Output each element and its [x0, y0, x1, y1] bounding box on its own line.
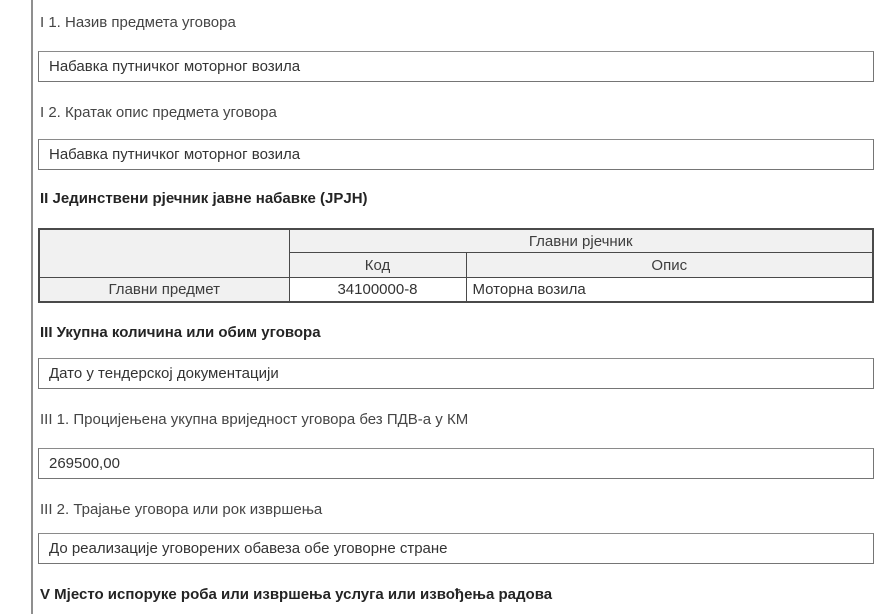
- cell-cpv-code: 34100000-8: [289, 278, 466, 303]
- label-contract-short-description: I 2. Кратак опис предмета уговора: [40, 104, 277, 121]
- document-left-rule: [31, 0, 33, 614]
- group-header-main-dictionary: Главни рјечник: [289, 229, 873, 253]
- input-estimated-value[interactable]: [38, 448, 874, 479]
- jpjh-table: [38, 228, 874, 303]
- table-corner-cell: [39, 229, 289, 278]
- input-total-quantity[interactable]: [38, 358, 874, 389]
- input-contract-duration[interactable]: [38, 533, 874, 564]
- col-header-description: Опис: [466, 253, 873, 278]
- heading-delivery-place: V Мјесто испоруке роба или извршења услуга или извођења радова: [40, 586, 553, 603]
- row-label-main-subject: Главни предмет: [39, 278, 289, 303]
- heading-cpv-dictionary: II Јединствени рјечник јавне набавке (ЈРЈН): [40, 190, 368, 207]
- col-header-code: Код: [289, 253, 466, 278]
- cell-cpv-description: Моторна возила: [466, 278, 873, 303]
- label-contract-subject-name: I 1. Назив предмета уговора: [40, 14, 236, 31]
- input-contract-subject-name[interactable]: [38, 51, 874, 82]
- heading-total-quantity: III Укупна количина или обим уговора: [40, 324, 321, 341]
- table-group-header-row: [39, 229, 873, 253]
- form-content: [38, 0, 874, 603]
- label-estimated-value: III 1. Процијењена укупна вриједност уговора без ПДВ-а у КМ: [40, 411, 469, 428]
- input-contract-short-description[interactable]: [38, 139, 874, 170]
- table-row: [39, 278, 873, 303]
- label-contract-duration: III 2. Трајање уговора или рок извршења: [40, 501, 323, 518]
